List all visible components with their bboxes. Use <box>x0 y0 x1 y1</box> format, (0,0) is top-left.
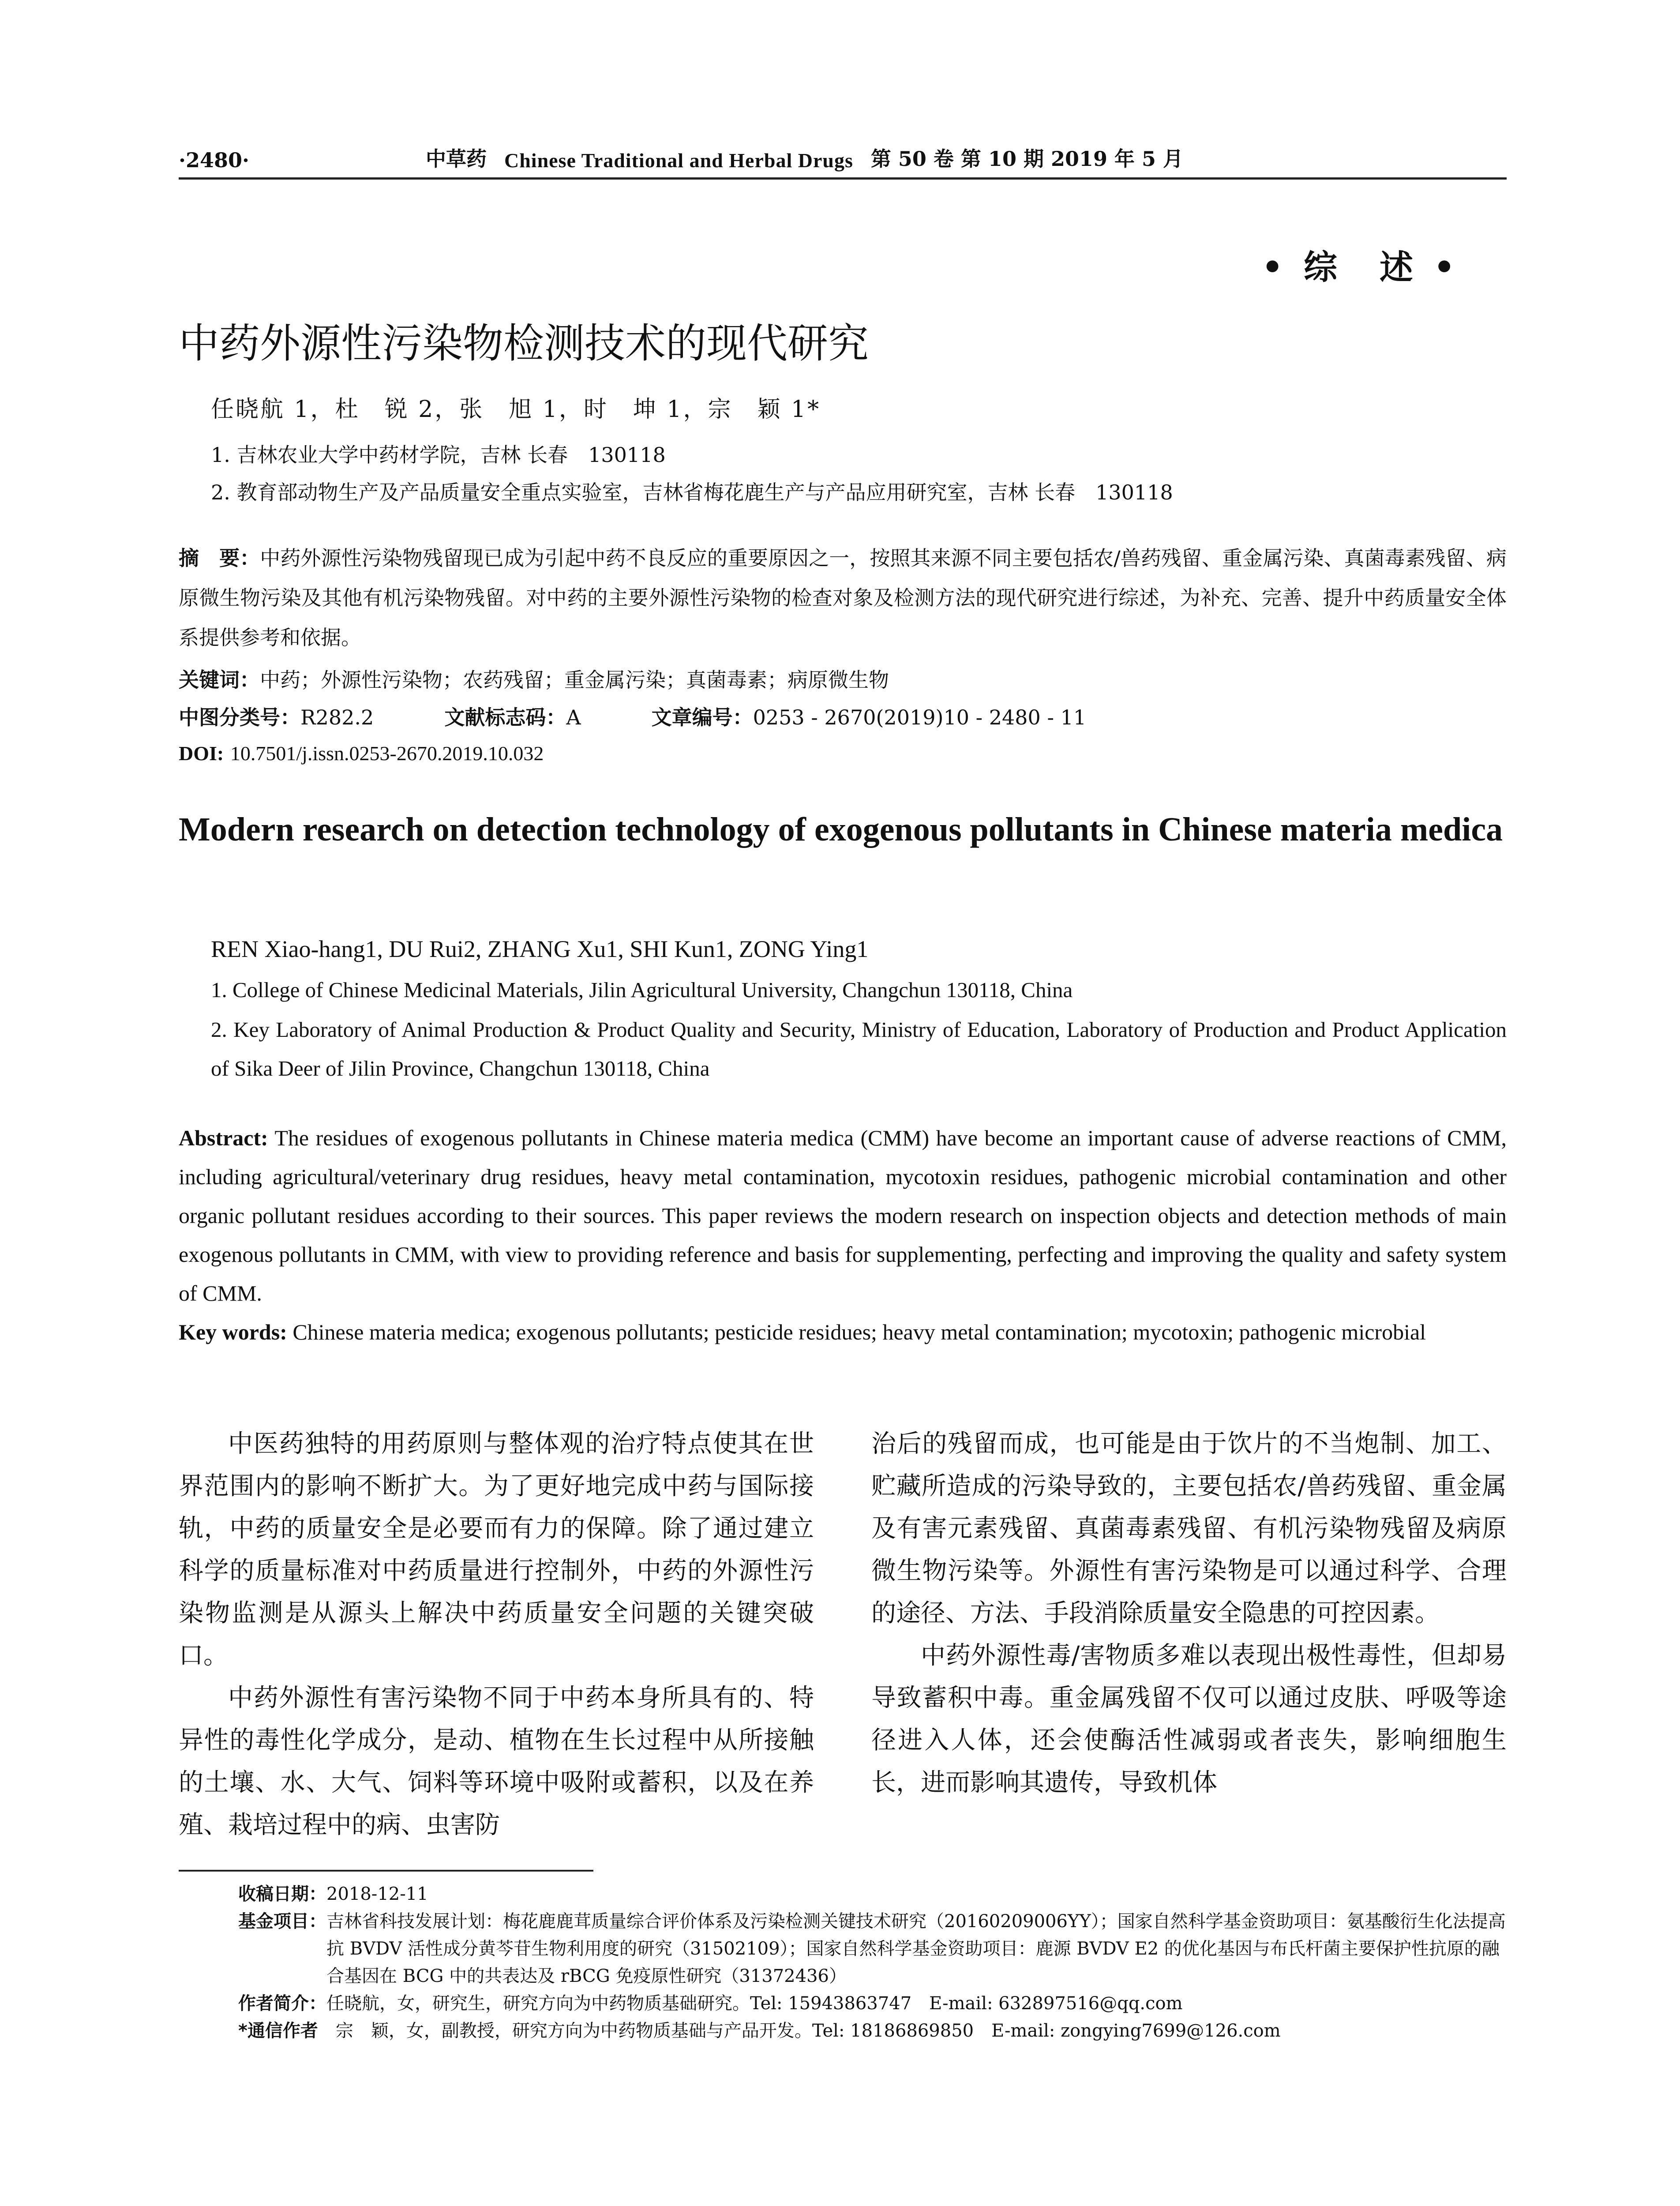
chinese-authors: 任晓航 1，杜 锐 2，张 旭 1，时 坤 1，宗 颖 1* <box>211 396 821 423</box>
chinese-abstract <box>179 538 1507 657</box>
doi-label: DOI: <box>179 742 224 765</box>
journal-name-cn: 中草药 <box>426 147 487 171</box>
chinese-title: 中药外源性污染物检测技术的现代研究 <box>179 320 869 367</box>
body-paragraph: 中医药独特的用药原则与整体观的治疗特点使其在世界范围内的影响不断扩大。为了更好地完成中药与国际接轨，中药的质量安全是必要而有力的保障。除了通过建立科学的质量标准对中药质量进行控制外，中药的外源性污染物监测是从源头上解决中药质量安全问题的关键突破口。 <box>179 1429 814 1670</box>
english-keywords-text: Chinese materia medica; exogenous pollutants; pesticide residues; heavy metal contamination; mycotoxin; pathogenic microbial <box>292 1320 1426 1344</box>
english-keywords <box>179 1313 1507 1351</box>
body-paragraph: 中药外源性有害污染物不同于中药本身所具有的、特异性的毒性化学成分，是动、植物在生长过程中从所接触的土壤、水、大气、饲料等环境中吸附或蓄积，以及在养殖、栽培过程中的病、虫害防 <box>179 1684 814 1839</box>
body-paragraph: 中药外源性毒/害物质多难以表现出极性毒性，但却易导致蓄积中毒。重金属残留不仅可以通过皮肤、呼吸等途径进入人体，还会使酶活性减弱或者丧失，影响细胞生长，进而影响其遗传，导致机体 <box>871 1641 1507 1797</box>
chinese-affiliation-2: 2. 教育部动物生产及产品质量安全重点实验室，吉林省梅花鹿生产与产品应用研究室，吉林 长春 130118 <box>211 480 1173 504</box>
chinese-keywords-text: 中药；外源性污染物；农药残留；重金属污染；真菌毒素；病原微生物 <box>260 668 889 692</box>
footnotes <box>238 1880 1509 2045</box>
footnote-corresponding-author: *通信作者 宗 颖，女，副教授，研究方向为中药物质基础与产品开发。Tel: 18186869850 E-mail: zongying7699@126.com <box>238 2021 1281 2041</box>
english-authors: REN Xiao-hang1, DU Rui2, ZHANG Xu1, SHI Kun1, ZONG Ying1 <box>211 936 869 962</box>
chinese-abstract-label: 摘 要： <box>179 546 260 570</box>
doi-line <box>179 741 544 765</box>
clc-number: 中图分类号：R282.2 <box>179 705 374 729</box>
issue-info: 第 50 卷 第 10 期 2019 年 5 月 <box>870 147 1184 171</box>
chinese-abstract-text: 中药外源性污染物残留现已成为引起中药不良反应的重要原因之一，按照其来源不同主要包括农/兽药残留、重金属污染、真菌毒素残留、病原微生物污染及其他有机污染物残留。对中药的主要外源性污染物的检查对象及检测方法的现代研究进行综述，为补充、完善、提升中药质量安全体系提供参考和依据。 <box>179 546 1507 649</box>
footnote-fund: 基金项目： 吉林省科技发展计划：梅花鹿鹿茸质量综合评价体系及污染检测关键技术研究（20160209006YY）；国家自然科学基金资助项目：氨基酸衍生化法提高抗 BVDV 活性成分黄芩苷生物利用度的研究（31502109）；国家自然科学基金资助项目：鹿源 BVDV E2 的优化基因与布氏杆菌主要保护性抗原的融合基因在 BCG 中的共表达及 rBCG 免疫原性研究（31372436） <box>238 1911 1506 1986</box>
document-code: 文献标志码：A <box>444 705 581 729</box>
footnote-received: 收稿日期： 2018-12-11 <box>238 1884 428 1904</box>
body-paragraph: 治后的残留而成，也可能是由于饮片的不当炮制、加工、贮藏所造成的污染导致的，主要包括农/兽药残留、重金属及有害元素残留、真菌毒素残留、有机污染物残留及病原微生物污染等。外源性有害污染物是可以通过科学、合理的途径、方法、手段消除质量安全隐患的可控因素。 <box>871 1429 1507 1628</box>
english-keywords-label: Key words: <box>179 1320 287 1344</box>
english-abstract-text: The residues of exogenous pollutants in Chinese materia medica (CMM) have become an important cause of adverse reactions of CMM, including agricultural/veterinary drug residues, heavy metal contamination, mycotoxin residues, pathogenic microbial contamination and other organic pollutant residues according to their sources. This paper reviews the modern research on inspection objects and detection methods of main exogenous pollutants in CMM, with view to providing reference and basis for supplementing, perfecting and improving the quality and safety system of CMM. <box>179 1126 1507 1306</box>
body-column-right <box>871 1423 1507 1804</box>
running-header <box>179 140 1507 180</box>
footnote-author-bio: 作者简介： 任晓航，女，研究生，研究方向为中药物质基础研究。Tel: 15943863747 E-mail: 632897516@qq.com <box>238 1993 1183 2014</box>
english-affiliation-2: 2. Key Laboratory of Animal Production & Product Quality and Security, Ministry of Education, Laboratory of Production and Product Application of Sika Deer of Jilin Province, Changchun 130118, China <box>211 1017 1507 1080</box>
classification-line <box>179 702 1157 731</box>
english-abstract <box>179 1118 1507 1313</box>
journal-name-en: Chinese Traditional and Herbal Drugs <box>504 149 853 172</box>
english-title: Modern research on detection technology of exogenous pollutants in Chinese materia medica <box>179 811 1503 848</box>
chinese-keywords-label: 关键词： <box>179 668 260 692</box>
article-id: 文章编号：0253 - 2670(2019)10 - 2480 - 11 <box>651 705 1087 729</box>
chinese-affiliation-1: 1. 吉林农业大学中药材学院，吉林 长春 130118 <box>211 443 666 467</box>
page-number: ·2480· <box>179 148 250 172</box>
footnote-divider <box>179 1870 593 1872</box>
doi-link[interactable]: 10.7501/j.issn.0253-2670.2019.10.032 <box>230 742 544 765</box>
section-tag: • 综 述 • <box>1261 248 1459 287</box>
english-affiliation-1: 1. College of Chinese Medicinal Materials, Jilin Agricultural University, Changchun 130118, China <box>211 978 1073 1002</box>
body-column-left <box>179 1423 814 1846</box>
chinese-keywords <box>179 664 889 693</box>
english-abstract-label: Abstract: <box>179 1126 268 1150</box>
